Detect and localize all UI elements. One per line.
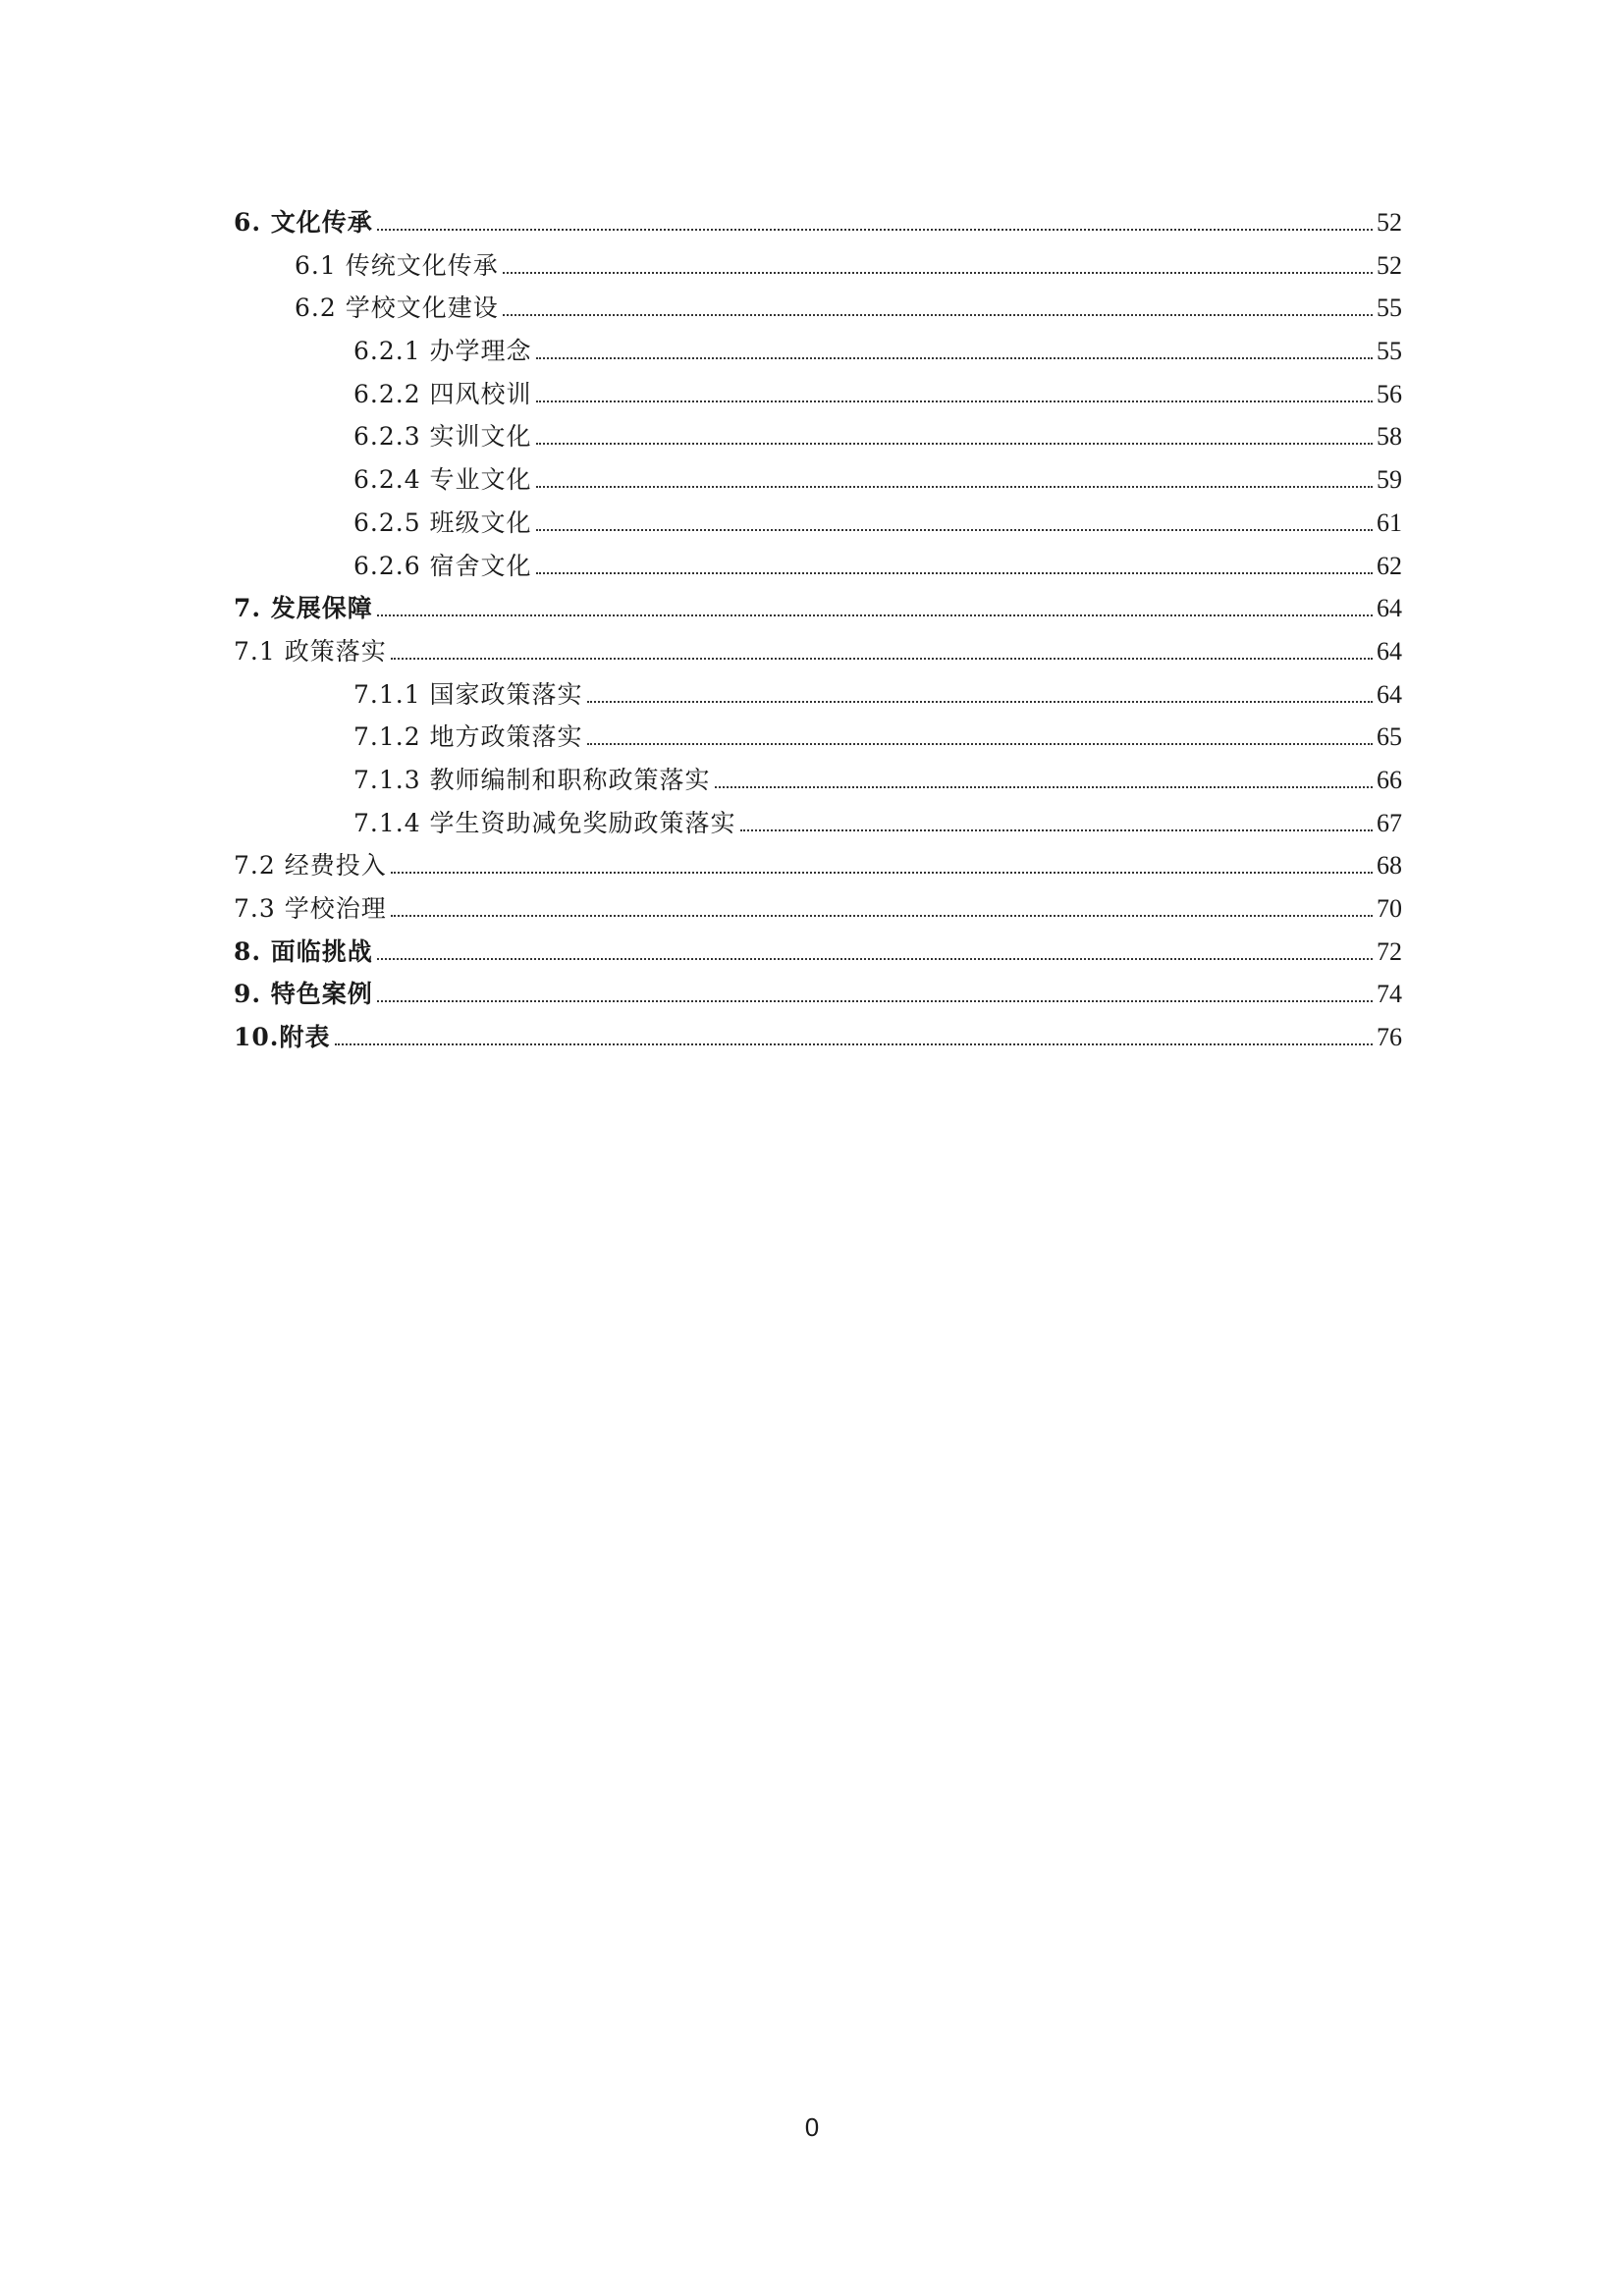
toc-entry[interactable]	[234, 587, 1402, 630]
toc-dot-leader	[377, 614, 1373, 616]
toc-entry-title: 7.1 政策落实	[234, 636, 387, 666]
toc-entry[interactable]	[234, 244, 1402, 288]
toc-entry-title: 7.2 经费投入	[234, 851, 387, 881]
toc-entry[interactable]	[234, 887, 1402, 931]
toc-entry-title: 7.1.4 学生资助减免奖励政策落实	[353, 808, 736, 837]
toc-dot-leader	[715, 786, 1373, 788]
toc-entry-page: 74	[1377, 980, 1402, 1009]
table-of-contents	[234, 201, 1402, 1059]
toc-entry[interactable]	[234, 844, 1402, 887]
toc-entry-title: 6.1 传统文化传承	[295, 250, 499, 280]
toc-dot-leader	[587, 701, 1373, 703]
toc-dot-leader	[587, 743, 1373, 745]
toc-entry[interactable]	[234, 545, 1402, 588]
toc-entry[interactable]	[234, 502, 1402, 545]
toc-entry[interactable]	[234, 415, 1402, 458]
toc-dot-leader	[391, 872, 1373, 874]
toc-entry-page: 64	[1377, 594, 1402, 623]
toc-entry-title: 6.2.6 宿舍文化	[353, 551, 532, 580]
toc-entry[interactable]	[234, 716, 1402, 759]
toc-dot-leader	[377, 958, 1373, 960]
toc-entry-page: 64	[1377, 636, 1402, 666]
toc-dot-leader	[536, 443, 1373, 445]
toc-entry-title: 7.1.3 教师编制和职称政策落实	[353, 765, 711, 794]
toc-entry-page: 70	[1377, 894, 1402, 923]
toc-entry-title: 9. 特色案例	[234, 980, 373, 1009]
toc-entry-page: 64	[1377, 679, 1402, 709]
toc-entry-page: 61	[1377, 507, 1402, 537]
toc-entry[interactable]	[234, 630, 1402, 673]
toc-entry-page: 52	[1377, 208, 1402, 237]
toc-entry[interactable]	[234, 759, 1402, 802]
toc-entry[interactable]	[234, 1016, 1402, 1059]
toc-entry[interactable]	[234, 458, 1402, 502]
toc-entry-page: 66	[1377, 765, 1402, 794]
toc-entry-title: 7.1.2 地方政策落实	[353, 722, 583, 752]
toc-entry-page: 58	[1377, 422, 1402, 452]
toc-dot-leader	[536, 486, 1373, 488]
toc-entry-page: 72	[1377, 936, 1402, 966]
toc-entry[interactable]	[234, 373, 1402, 416]
toc-dot-leader	[391, 915, 1373, 917]
toc-entry-page: 52	[1377, 250, 1402, 280]
toc-dot-leader	[536, 400, 1373, 402]
toc-dot-leader	[377, 1000, 1373, 1002]
toc-entry-page: 55	[1377, 337, 1402, 366]
toc-entry-page: 56	[1377, 379, 1402, 408]
toc-entry-page: 59	[1377, 465, 1402, 495]
toc-entry-title: 8. 面临挑战	[234, 936, 373, 966]
toc-entry-title: 7.1.1 国家政策落实	[353, 679, 583, 709]
toc-entry-title: 7.3 学校治理	[234, 894, 387, 923]
toc-entry-page: 67	[1377, 808, 1402, 837]
toc-entry-page: 68	[1377, 851, 1402, 881]
toc-entry-title: 6.2.2 四风校训	[353, 379, 532, 408]
toc-dot-leader	[536, 529, 1373, 531]
toc-entry-title: 6.2.3 实训文化	[353, 422, 532, 452]
toc-entry-title: 6. 文化传承	[234, 208, 373, 237]
toc-entry-page: 62	[1377, 551, 1402, 580]
toc-entry[interactable]	[234, 973, 1402, 1016]
toc-entry-page: 76	[1377, 1023, 1402, 1052]
toc-dot-leader	[377, 229, 1373, 231]
page-number: 0	[804, 2112, 820, 2142]
toc-entry[interactable]	[234, 287, 1402, 330]
toc-entry[interactable]	[234, 802, 1402, 845]
toc-entry-page: 65	[1377, 722, 1402, 752]
toc-entry-title: 6.2.1 办学理念	[353, 337, 532, 366]
toc-entry-title: 7. 发展保障	[234, 594, 373, 623]
toc-entry-title: 6.2.4 专业文化	[353, 465, 532, 495]
toc-entry-title: 10.附表	[234, 1023, 331, 1052]
toc-entry[interactable]	[234, 201, 1402, 244]
toc-entry-title: 6.2 学校文化建设	[295, 294, 499, 323]
toc-dot-leader	[740, 829, 1373, 831]
toc-entry[interactable]	[234, 931, 1402, 974]
toc-entry[interactable]	[234, 330, 1402, 373]
toc-entry[interactable]	[234, 673, 1402, 717]
toc-dot-leader	[536, 572, 1373, 574]
toc-entry-page: 55	[1377, 294, 1402, 323]
toc-dot-leader	[503, 314, 1373, 316]
toc-entry-title: 6.2.5 班级文化	[353, 507, 532, 537]
toc-dot-leader	[391, 658, 1373, 660]
toc-dot-leader	[503, 272, 1373, 274]
toc-dot-leader	[335, 1043, 1374, 1045]
toc-dot-leader	[536, 357, 1373, 359]
